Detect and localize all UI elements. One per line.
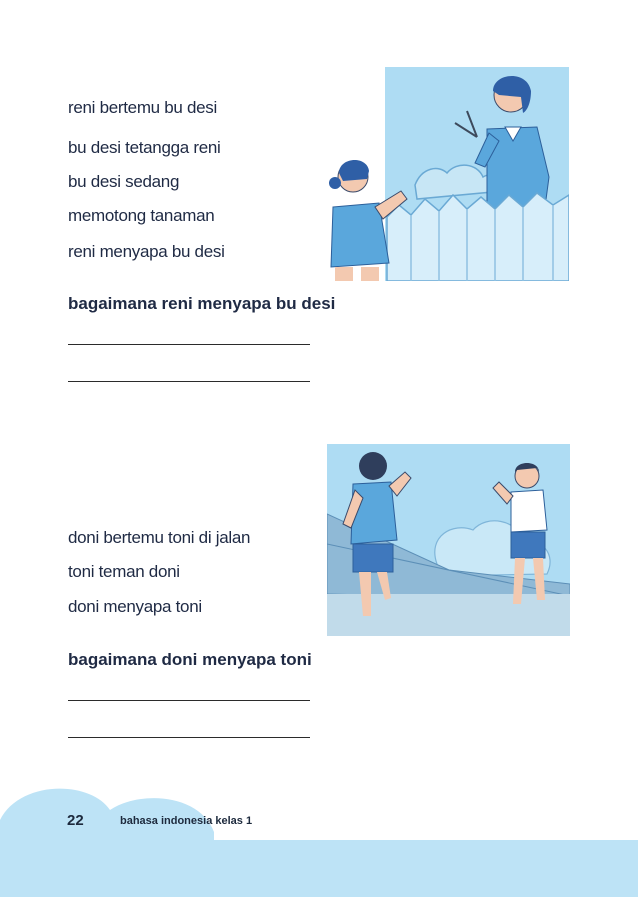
story-line: doni menyapa toni: [68, 597, 202, 616]
answer-line[interactable]: [68, 700, 310, 701]
story-line: bu desi sedang: [68, 172, 180, 191]
answer-line[interactable]: [68, 344, 310, 345]
answer-line[interactable]: [68, 381, 310, 382]
story-line: reni bertemu bu desi: [68, 98, 217, 117]
page-number: 22: [67, 812, 84, 829]
answer-line[interactable]: [68, 737, 310, 738]
question-heading: bagaimana doni menyapa toni: [68, 650, 312, 669]
story-line: doni bertemu toni di jalan: [68, 528, 251, 547]
illustration-doni-toni: [327, 444, 570, 636]
question-heading: bagaimana reni menyapa bu desi: [68, 294, 336, 313]
story-line: reni menyapa bu desi: [68, 242, 225, 261]
footer-cloud-band: [0, 780, 638, 897]
story-line: memotong tanaman: [68, 206, 215, 225]
story-line: toni teman doni: [68, 562, 180, 581]
book-title: bahasa indonesia kelas 1: [120, 815, 253, 827]
story-line: bu desi tetangga reni: [68, 138, 221, 157]
illustration-reni-bu-desi: [327, 67, 569, 281]
